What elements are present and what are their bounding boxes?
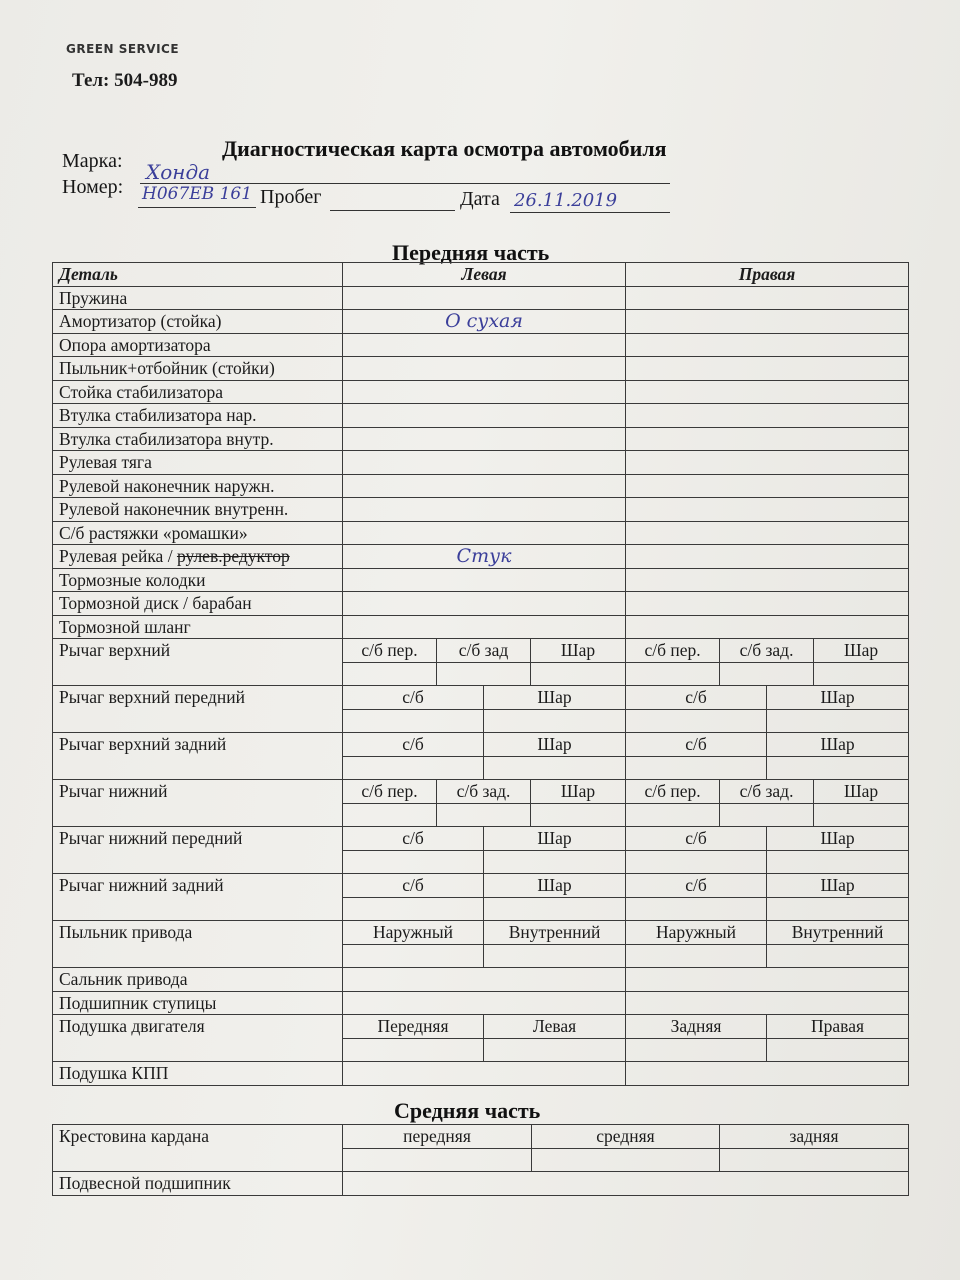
table-row xyxy=(53,874,909,898)
sub-header: Шар xyxy=(767,733,909,757)
row-label: Рулевая рейка / xyxy=(59,546,177,566)
sub-header: Шар xyxy=(484,827,626,851)
sub-header: Левая xyxy=(484,1015,626,1039)
left-cell[interactable] xyxy=(343,310,626,334)
sub-header: Внутренний xyxy=(767,921,909,945)
table-row xyxy=(53,991,909,1015)
sub-header: с/б пер. xyxy=(343,639,437,663)
entry-cell[interactable] xyxy=(484,756,626,780)
row-label: Рычаг верхний xyxy=(53,639,343,686)
row-label: Пыльник+отбойник (стойки) xyxy=(53,357,343,381)
probeg-label: Пробег xyxy=(260,186,322,208)
right-cell[interactable] xyxy=(626,498,909,522)
sub-header: с/б пер. xyxy=(626,639,720,663)
row-label: Тормозной шланг xyxy=(53,615,343,639)
left-cell[interactable] xyxy=(343,404,626,428)
right-cell[interactable] xyxy=(626,310,909,334)
entry-cell[interactable] xyxy=(343,1148,532,1172)
marka-label: Марка: xyxy=(62,150,123,172)
table-row xyxy=(53,521,909,545)
right-cell[interactable] xyxy=(626,474,909,498)
entry-cell[interactable] xyxy=(767,709,909,733)
right-cell[interactable] xyxy=(626,968,909,992)
entry-cell[interactable] xyxy=(437,803,531,827)
right-cell[interactable] xyxy=(626,545,909,569)
row-label: Рулевой наконечник наружн. xyxy=(53,474,343,498)
sub-header: задняя xyxy=(720,1125,909,1149)
entry-cell[interactable] xyxy=(814,662,909,686)
sub-header: с/б xyxy=(626,686,767,710)
row-label: Рычаг нижний передний xyxy=(53,827,343,874)
sub-header: с/б пер. xyxy=(343,780,437,804)
row-label: Подушка двигателя xyxy=(53,1015,343,1062)
table-row xyxy=(53,592,909,616)
entry-cell[interactable] xyxy=(626,850,767,874)
table-row xyxy=(53,474,909,498)
left-cell[interactable] xyxy=(343,427,626,451)
sub-header: Шар xyxy=(767,827,909,851)
entry-cell[interactable] xyxy=(437,662,531,686)
entry-cell[interactable] xyxy=(626,709,767,733)
row-label: Амортизатор (стойка) xyxy=(53,310,343,334)
entry-cell[interactable] xyxy=(484,850,626,874)
reika-left-note: Стук xyxy=(456,545,512,567)
sub-header: Шар xyxy=(484,686,626,710)
row-label: Рулевая тяга xyxy=(53,451,343,475)
left-cell[interactable] xyxy=(343,333,626,357)
sub-header: Наружный xyxy=(343,921,484,945)
entry-cell[interactable] xyxy=(343,850,484,874)
row-label: Втулка стабилизатора внутр. xyxy=(53,427,343,451)
sub-header: передняя xyxy=(343,1125,532,1149)
row-label-reika xyxy=(53,545,343,569)
col-left-header: Левая xyxy=(343,263,626,287)
sub-header: Шар xyxy=(767,686,909,710)
amort-left-note: О сухая xyxy=(445,310,523,332)
entry-cell[interactable] xyxy=(767,944,909,968)
front-diagnostic-table xyxy=(52,262,909,1086)
row-label: Тормозные колодки xyxy=(53,568,343,592)
right-cell[interactable] xyxy=(626,404,909,428)
entry-cell[interactable] xyxy=(343,803,437,827)
sub-header: Шар xyxy=(814,780,909,804)
table-row xyxy=(53,615,909,639)
table-row xyxy=(53,380,909,404)
entry-cell[interactable] xyxy=(343,1172,909,1196)
nomer-underline xyxy=(138,207,256,208)
left-cell[interactable] xyxy=(343,991,626,1015)
sub-header: Шар xyxy=(484,733,626,757)
table-header-row xyxy=(53,263,909,287)
table-row xyxy=(53,568,909,592)
entry-cell[interactable] xyxy=(626,756,767,780)
nomer-label: Номер: xyxy=(62,176,124,198)
row-label: Подушка КПП xyxy=(53,1062,343,1086)
left-cell[interactable] xyxy=(343,380,626,404)
row-label: Рычаг нижний задний xyxy=(53,874,343,921)
table-row xyxy=(53,498,909,522)
data-underline xyxy=(510,212,670,213)
table-row xyxy=(53,921,909,945)
sub-header: с/б xyxy=(343,686,484,710)
entry-cell[interactable] xyxy=(343,756,484,780)
entry-cell[interactable] xyxy=(484,1038,626,1062)
sub-header: Правая xyxy=(767,1015,909,1039)
table-row xyxy=(53,1125,909,1149)
entry-cell[interactable] xyxy=(343,897,484,921)
right-cell[interactable] xyxy=(626,333,909,357)
entry-cell[interactable] xyxy=(626,803,720,827)
row-label: Опора амортизатора xyxy=(53,333,343,357)
right-cell[interactable] xyxy=(626,427,909,451)
right-cell[interactable] xyxy=(626,451,909,475)
table-row xyxy=(53,451,909,475)
sub-header: с/б зад. xyxy=(720,780,814,804)
data-label: Дата xyxy=(460,188,500,210)
entry-cell[interactable] xyxy=(767,756,909,780)
row-label: Рулевой наконечник внутренн. xyxy=(53,498,343,522)
entry-cell[interactable] xyxy=(767,850,909,874)
entry-cell[interactable] xyxy=(767,1038,909,1062)
right-cell[interactable] xyxy=(626,286,909,310)
entry-cell[interactable] xyxy=(343,662,437,686)
logo-text: GREEN SERVICE xyxy=(66,42,180,56)
table-row xyxy=(53,1172,909,1196)
table-row xyxy=(53,310,909,334)
company-logo xyxy=(66,42,179,56)
row-label: Рычаг нижний xyxy=(53,780,343,827)
left-cell[interactable] xyxy=(343,545,626,569)
sub-header: с/б xyxy=(626,874,767,898)
middle-diagnostic-table xyxy=(52,1124,909,1196)
table-row xyxy=(53,780,909,804)
left-cell[interactable] xyxy=(343,474,626,498)
document-title: Диагностическая карта осмотра автомобиля xyxy=(222,136,667,161)
probeg-underline[interactable] xyxy=(330,210,455,211)
entry-cell[interactable] xyxy=(626,897,767,921)
entry-cell[interactable] xyxy=(626,944,767,968)
entry-cell[interactable] xyxy=(343,1038,484,1062)
col-right-header: Правая xyxy=(626,263,909,287)
entry-cell[interactable] xyxy=(484,897,626,921)
struck-text: рулев.редуктор xyxy=(176,546,290,566)
right-cell[interactable] xyxy=(626,592,909,616)
left-cell[interactable] xyxy=(343,615,626,639)
entry-cell[interactable] xyxy=(720,803,814,827)
table-row xyxy=(53,545,909,569)
sub-header: с/б зад. xyxy=(720,639,814,663)
entry-cell[interactable] xyxy=(531,803,626,827)
sub-header: Шар xyxy=(484,874,626,898)
left-cell[interactable] xyxy=(343,592,626,616)
left-cell[interactable] xyxy=(343,451,626,475)
row-label: Пыльник привода xyxy=(53,921,343,968)
sub-header: с/б xyxy=(343,874,484,898)
entry-cell[interactable] xyxy=(343,709,484,733)
sub-header: Шар xyxy=(531,639,626,663)
right-cell[interactable] xyxy=(626,380,909,404)
entry-cell[interactable] xyxy=(626,662,720,686)
left-cell[interactable] xyxy=(343,968,626,992)
sub-header: Шар xyxy=(531,780,626,804)
table-row xyxy=(53,686,909,710)
entry-cell[interactable] xyxy=(767,897,909,921)
table-row xyxy=(53,733,909,757)
sub-header: Шар xyxy=(767,874,909,898)
row-label: Подвесной подшипник xyxy=(53,1172,343,1196)
row-label: Крестовина кардана xyxy=(53,1125,343,1172)
row-label: С/б растяжки «ромашки» xyxy=(53,521,343,545)
entry-cell[interactable] xyxy=(720,1148,909,1172)
table-row xyxy=(53,427,909,451)
left-cell[interactable] xyxy=(343,357,626,381)
data-value[interactable]: 26.11.2019 xyxy=(514,190,618,211)
sub-header: средняя xyxy=(532,1125,720,1149)
right-cell[interactable] xyxy=(626,1062,909,1086)
entry-cell[interactable] xyxy=(532,1148,720,1172)
sub-header: Шар xyxy=(814,639,909,663)
sub-header: Наружный xyxy=(626,921,767,945)
row-label: Тормозной диск / барабан xyxy=(53,592,343,616)
entry-cell[interactable] xyxy=(720,662,814,686)
sub-header: с/б xyxy=(626,827,767,851)
sub-header: с/б пер. xyxy=(626,780,720,804)
right-cell[interactable] xyxy=(626,615,909,639)
table-row xyxy=(53,357,909,381)
sub-header: с/б xyxy=(343,827,484,851)
marka-value[interactable]: Хонда xyxy=(146,160,211,184)
entry-cell[interactable] xyxy=(484,709,626,733)
left-cell[interactable] xyxy=(343,521,626,545)
row-label: Подшипник ступицы xyxy=(53,991,343,1015)
entry-cell[interactable] xyxy=(484,944,626,968)
table-row xyxy=(53,333,909,357)
left-cell[interactable] xyxy=(343,568,626,592)
row-label: Сальник привода xyxy=(53,968,343,992)
sub-header: Внутренний xyxy=(484,921,626,945)
right-cell[interactable] xyxy=(626,357,909,381)
table-row xyxy=(53,827,909,851)
entry-cell[interactable] xyxy=(814,803,909,827)
table-row xyxy=(53,1062,909,1086)
entry-cell[interactable] xyxy=(531,662,626,686)
sub-header: Задняя xyxy=(626,1015,767,1039)
right-cell[interactable] xyxy=(626,991,909,1015)
col-detail-header: Деталь xyxy=(53,263,343,287)
table-row xyxy=(53,286,909,310)
right-cell[interactable] xyxy=(626,568,909,592)
entry-cell[interactable] xyxy=(626,1038,767,1062)
left-cell[interactable] xyxy=(343,286,626,310)
table-row xyxy=(53,968,909,992)
right-cell[interactable] xyxy=(626,521,909,545)
row-label: Рычаг верхний передний xyxy=(53,686,343,733)
sub-header: с/б xyxy=(626,733,767,757)
table-row xyxy=(53,639,909,663)
entry-cell[interactable] xyxy=(343,944,484,968)
sub-header: Передняя xyxy=(343,1015,484,1039)
row-label: Рычаг верхний задний xyxy=(53,733,343,780)
row-label: Пружина xyxy=(53,286,343,310)
row-label: Втулка стабилизатора нар. xyxy=(53,404,343,428)
front-section-title: Передняя часть xyxy=(392,240,550,265)
left-cell[interactable] xyxy=(343,498,626,522)
sub-header: с/б зад xyxy=(437,639,531,663)
sub-header: с/б зад. xyxy=(437,780,531,804)
left-cell[interactable] xyxy=(343,1062,626,1086)
nomer-value[interactable]: Н067ЕВ 161 xyxy=(142,184,253,204)
row-label: Стойка стабилизатора xyxy=(53,380,343,404)
phone-number: Тел: 504-989 xyxy=(72,70,178,91)
table-row xyxy=(53,404,909,428)
table-row xyxy=(53,1015,909,1039)
sub-header: с/б xyxy=(343,733,484,757)
middle-section-title: Средняя часть xyxy=(394,1098,541,1123)
